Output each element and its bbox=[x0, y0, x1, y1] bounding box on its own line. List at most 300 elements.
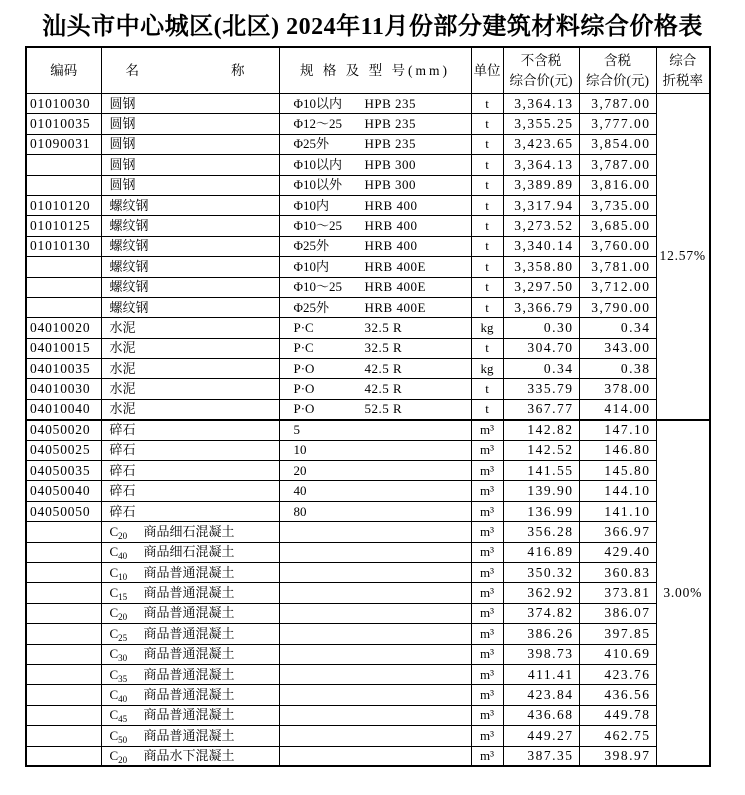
unit-cell: kg bbox=[471, 318, 503, 338]
table-row bbox=[26, 94, 710, 114]
concrete-grade-number: 30 bbox=[118, 653, 128, 664]
spec-cell bbox=[279, 664, 471, 684]
price-excl-tax-cell: 387.35 bbox=[503, 746, 579, 766]
spec-grade: HRB 400E bbox=[364, 279, 426, 295]
unit-cell: m³ bbox=[471, 420, 503, 440]
concrete-grade-letter: C bbox=[109, 605, 119, 621]
table-row bbox=[26, 481, 710, 501]
spec-size: Φ25外 bbox=[293, 136, 330, 152]
price-incl-tax-cell: 3,685.00 bbox=[579, 216, 656, 236]
concrete-grade bbox=[110, 747, 144, 765]
spec-size: 20 bbox=[293, 462, 307, 478]
material-name: 碎石 bbox=[109, 422, 136, 438]
spec-size: Φ10～25 bbox=[293, 218, 343, 234]
spec-cell bbox=[279, 338, 471, 358]
price-incl-tax-cell: 3,712.00 bbox=[579, 277, 656, 297]
name-cell bbox=[101, 624, 279, 644]
table-row bbox=[26, 379, 710, 399]
concrete-grade-number: 15 bbox=[118, 592, 128, 603]
price-incl-tax-cell: 398.97 bbox=[579, 746, 656, 766]
price-excl-tax-cell: 0.34 bbox=[503, 359, 579, 379]
concrete-grade-number: 10 bbox=[118, 571, 128, 582]
code-cell bbox=[26, 175, 101, 195]
price-excl-tax-cell: 3,364.13 bbox=[503, 155, 579, 175]
material-name: 商品普通混凝土 bbox=[143, 687, 235, 703]
material-name: 水泥 bbox=[109, 340, 136, 356]
unit-cell: t bbox=[471, 94, 503, 114]
table-row bbox=[26, 359, 710, 379]
table-row bbox=[26, 583, 710, 603]
price-excl-tax-cell: 139.90 bbox=[503, 481, 579, 501]
material-name: 商品细石混凝土 bbox=[143, 544, 235, 560]
concrete-grade bbox=[110, 564, 144, 582]
price-incl-tax-cell: 414.00 bbox=[579, 399, 656, 419]
spec-cell bbox=[279, 195, 471, 215]
price-excl-tax-cell: 142.52 bbox=[503, 440, 579, 460]
header-name-right: 称 bbox=[231, 62, 245, 78]
unit-cell: m³ bbox=[471, 644, 503, 664]
unit-cell: t bbox=[471, 399, 503, 419]
name-cell bbox=[101, 501, 279, 521]
spec-cell bbox=[279, 440, 471, 460]
concrete-grade-letter: C bbox=[109, 523, 119, 539]
material-name: 商品普通混凝土 bbox=[143, 585, 235, 601]
spec-cell bbox=[279, 379, 471, 399]
name-cell bbox=[101, 134, 279, 154]
price-excl-tax-cell: 416.89 bbox=[503, 542, 579, 562]
name-cell bbox=[101, 155, 279, 175]
unit-cell: t bbox=[471, 134, 503, 154]
concrete-grade bbox=[110, 584, 144, 602]
price-excl-tax-cell: 423.84 bbox=[503, 685, 579, 705]
price-excl-tax-cell: 142.82 bbox=[503, 420, 579, 440]
spec-grade: HPB 300 bbox=[364, 156, 417, 172]
price-incl-tax-cell: 3,854.00 bbox=[579, 134, 656, 154]
spec-grade: HPB 235 bbox=[364, 95, 417, 111]
price-incl-tax-cell: 343.00 bbox=[579, 338, 656, 358]
material-name: 碎石 bbox=[109, 503, 136, 519]
price-excl-tax-cell: 0.30 bbox=[503, 318, 579, 338]
header-price-excl-tax-line1: 不含税 bbox=[520, 52, 562, 68]
name-cell bbox=[101, 420, 279, 440]
concrete-grade-letter: C bbox=[109, 707, 119, 723]
name-cell bbox=[101, 216, 279, 236]
price-excl-tax-cell: 136.99 bbox=[503, 501, 579, 521]
price-excl-tax-cell: 436.68 bbox=[503, 705, 579, 725]
spec-grade: 52.5 R bbox=[364, 401, 403, 417]
name-cell bbox=[101, 359, 279, 379]
concrete-grade bbox=[110, 604, 144, 622]
unit-cell: m³ bbox=[471, 603, 503, 623]
unit-cell: m³ bbox=[471, 746, 503, 766]
price-incl-tax-cell: 3,816.00 bbox=[579, 175, 656, 195]
name-cell bbox=[101, 236, 279, 256]
header-unit: 单位 bbox=[471, 47, 503, 94]
concrete-grade bbox=[110, 645, 144, 663]
material-name: 商品普通混凝土 bbox=[143, 646, 235, 662]
price-incl-tax-cell: 3,790.00 bbox=[579, 297, 656, 317]
name-cell bbox=[101, 664, 279, 684]
unit-cell: m³ bbox=[471, 726, 503, 746]
concrete-grade-letter: C bbox=[109, 747, 119, 763]
header-tax-rate-line2: 折税率 bbox=[662, 72, 703, 88]
price-excl-tax-cell: 3,355.25 bbox=[503, 114, 579, 134]
material-name: 圆钢 bbox=[109, 156, 136, 172]
price-incl-tax-cell: 397.85 bbox=[579, 624, 656, 644]
name-cell bbox=[101, 94, 279, 114]
name-cell bbox=[101, 562, 279, 582]
name-cell bbox=[101, 522, 279, 542]
spec-cell bbox=[279, 277, 471, 297]
unit-cell: m³ bbox=[471, 440, 503, 460]
price-incl-tax-cell: 3,760.00 bbox=[579, 236, 656, 256]
price-excl-tax-cell: 3,358.80 bbox=[503, 257, 579, 277]
table-row bbox=[26, 685, 710, 705]
table-row bbox=[26, 175, 710, 195]
unit-cell: t bbox=[471, 257, 503, 277]
spec-size: Φ10～25 bbox=[293, 279, 343, 295]
code-cell: 04050040 bbox=[26, 481, 101, 501]
material-name: 商品普通混凝土 bbox=[143, 707, 235, 723]
table-row bbox=[26, 399, 710, 419]
name-cell bbox=[101, 726, 279, 746]
header-name-left: 名 bbox=[125, 62, 139, 78]
material-name: 圆钢 bbox=[109, 177, 136, 193]
price-incl-tax-cell: 3,787.00 bbox=[579, 94, 656, 114]
unit-cell: m³ bbox=[471, 664, 503, 684]
name-cell bbox=[101, 379, 279, 399]
price-incl-tax-cell: 144.10 bbox=[579, 481, 656, 501]
price-incl-tax-cell: 429.40 bbox=[579, 542, 656, 562]
concrete-grade-number: 40 bbox=[118, 694, 128, 705]
material-name: 碎石 bbox=[109, 483, 136, 499]
price-excl-tax-cell: 3,297.50 bbox=[503, 277, 579, 297]
material-name: 水泥 bbox=[109, 360, 136, 376]
header-price-excl-tax bbox=[503, 47, 579, 94]
code-cell: 04050035 bbox=[26, 461, 101, 481]
material-name: 水泥 bbox=[109, 381, 136, 397]
price-incl-tax-cell: 146.80 bbox=[579, 440, 656, 460]
concrete-grade-number: 25 bbox=[118, 632, 128, 643]
table-row bbox=[26, 624, 710, 644]
concrete-grade-letter: C bbox=[109, 727, 119, 743]
name-cell bbox=[101, 644, 279, 664]
spec-cell bbox=[279, 155, 471, 175]
header-price-incl-tax-line1: 含税 bbox=[604, 52, 631, 68]
unit-cell: t bbox=[471, 297, 503, 317]
code-cell: 04010020 bbox=[26, 318, 101, 338]
spec-size: P·C bbox=[293, 340, 314, 356]
table-row bbox=[26, 501, 710, 521]
header-tax-rate-line1: 综合 bbox=[669, 52, 697, 68]
tax-rate-cell: 3.00% bbox=[656, 420, 710, 767]
unit-cell: m³ bbox=[471, 685, 503, 705]
concrete-grade-letter: C bbox=[109, 666, 119, 682]
unit-cell: m³ bbox=[471, 624, 503, 644]
material-name: 螺纹钢 bbox=[109, 299, 149, 315]
name-cell bbox=[101, 746, 279, 766]
material-name: 商品普通混凝土 bbox=[143, 625, 235, 641]
price-excl-tax-cell: 362.92 bbox=[503, 583, 579, 603]
price-excl-tax-cell: 3,273.52 bbox=[503, 216, 579, 236]
unit-cell: t bbox=[471, 195, 503, 215]
unit-cell: t bbox=[471, 114, 503, 134]
spec-size: P·C bbox=[293, 319, 314, 335]
price-incl-tax-cell: 360.83 bbox=[579, 562, 656, 582]
table-header bbox=[26, 47, 710, 94]
code-cell bbox=[26, 155, 101, 175]
name-cell bbox=[101, 399, 279, 419]
price-incl-tax-cell: 378.00 bbox=[579, 379, 656, 399]
price-incl-tax-cell: 3,787.00 bbox=[579, 155, 656, 175]
spec-cell bbox=[279, 216, 471, 236]
concrete-grade bbox=[110, 625, 144, 643]
price-excl-tax-cell: 3,317.94 bbox=[503, 195, 579, 215]
concrete-grade-number: 50 bbox=[118, 734, 128, 745]
unit-cell: m³ bbox=[471, 542, 503, 562]
code-cell bbox=[26, 664, 101, 684]
unit-cell: t bbox=[471, 155, 503, 175]
table-row bbox=[26, 562, 710, 582]
spec-grade: HPB 235 bbox=[364, 136, 417, 152]
code-cell bbox=[26, 644, 101, 664]
price-excl-tax-cell: 411.41 bbox=[503, 664, 579, 684]
spec-cell bbox=[279, 624, 471, 644]
code-cell: 04010015 bbox=[26, 338, 101, 358]
spec-cell bbox=[279, 461, 471, 481]
header-price-excl-tax-line2: 综合价(元) bbox=[509, 72, 573, 88]
price-excl-tax-cell: 335.79 bbox=[503, 379, 579, 399]
header-name-label bbox=[102, 61, 279, 81]
spec-size: P·O bbox=[293, 381, 315, 397]
price-excl-tax-cell: 3,366.79 bbox=[503, 297, 579, 317]
spec-size: P·O bbox=[293, 401, 315, 417]
code-cell bbox=[26, 277, 101, 297]
material-name: 螺纹钢 bbox=[109, 197, 149, 213]
code-cell bbox=[26, 583, 101, 603]
price-excl-tax-cell: 304.70 bbox=[503, 338, 579, 358]
name-cell bbox=[101, 297, 279, 317]
spec-size: 80 bbox=[293, 503, 307, 519]
code-cell bbox=[26, 705, 101, 725]
unit-cell: t bbox=[471, 236, 503, 256]
spec-cell bbox=[279, 114, 471, 134]
concrete-grade bbox=[110, 543, 144, 561]
page-title: 汕头市中心城区(北区) 2024年11月份部分建筑材料综合价格表 bbox=[42, 14, 703, 40]
spec-cell bbox=[279, 746, 471, 766]
material-name: 商品水下混凝土 bbox=[143, 747, 235, 763]
concrete-grade-letter: C bbox=[109, 687, 119, 703]
name-cell bbox=[101, 603, 279, 623]
spec-size: Φ10以内 bbox=[293, 95, 343, 111]
name-cell bbox=[101, 195, 279, 215]
code-cell: 01090031 bbox=[26, 134, 101, 154]
price-incl-tax-cell: 141.10 bbox=[579, 501, 656, 521]
material-name: 螺纹钢 bbox=[109, 238, 149, 254]
price-excl-tax-cell: 356.28 bbox=[503, 522, 579, 542]
price-excl-tax-cell: 449.27 bbox=[503, 726, 579, 746]
material-name: 螺纹钢 bbox=[109, 279, 149, 295]
table-row bbox=[26, 440, 710, 460]
table-row bbox=[26, 257, 710, 277]
price-excl-tax-cell: 3,389.89 bbox=[503, 175, 579, 195]
spec-grade: HRB 400E bbox=[364, 299, 426, 315]
unit-cell: m³ bbox=[471, 481, 503, 501]
spec-grade: HRB 400E bbox=[364, 258, 426, 274]
price-incl-tax-cell: 373.81 bbox=[579, 583, 656, 603]
material-name: 螺纹钢 bbox=[109, 258, 149, 274]
table-row bbox=[26, 726, 710, 746]
price-incl-tax-cell: 3,735.00 bbox=[579, 195, 656, 215]
price-excl-tax-cell: 3,423.65 bbox=[503, 134, 579, 154]
code-cell: 04010040 bbox=[26, 399, 101, 419]
concrete-grade-number: 20 bbox=[118, 612, 128, 623]
header-tax-rate bbox=[656, 47, 710, 94]
table-row bbox=[26, 746, 710, 766]
concrete-grade-number: 35 bbox=[118, 673, 128, 684]
table-row bbox=[26, 461, 710, 481]
price-incl-tax-cell: 436.56 bbox=[579, 685, 656, 705]
material-name: 商品普通混凝土 bbox=[143, 727, 235, 743]
name-cell bbox=[101, 685, 279, 705]
spec-cell bbox=[279, 297, 471, 317]
tax-rate-cell: 12.57% bbox=[656, 94, 710, 420]
name-cell bbox=[101, 481, 279, 501]
concrete-grade bbox=[110, 523, 144, 541]
price-incl-tax-cell: 145.80 bbox=[579, 461, 656, 481]
material-name: 圆钢 bbox=[109, 136, 136, 152]
price-excl-tax-cell: 350.32 bbox=[503, 562, 579, 582]
code-cell bbox=[26, 542, 101, 562]
table-row bbox=[26, 277, 710, 297]
table-row bbox=[26, 664, 710, 684]
spec-grade: 42.5 R bbox=[364, 360, 403, 376]
concrete-grade-number: 20 bbox=[118, 530, 128, 541]
spec-cell bbox=[279, 542, 471, 562]
material-name: 商品普通混凝土 bbox=[143, 605, 235, 621]
code-cell: 01010120 bbox=[26, 195, 101, 215]
price-incl-tax-cell: 0.34 bbox=[579, 318, 656, 338]
table-row bbox=[26, 522, 710, 542]
table-row bbox=[26, 216, 710, 236]
price-incl-tax-cell: 3,781.00 bbox=[579, 257, 656, 277]
unit-cell: t bbox=[471, 338, 503, 358]
code-cell bbox=[26, 685, 101, 705]
spec-grade: HRB 400 bbox=[364, 218, 418, 234]
spec-cell bbox=[279, 236, 471, 256]
name-cell bbox=[101, 175, 279, 195]
spec-size: Φ25外 bbox=[293, 238, 330, 254]
unit-cell: t bbox=[471, 216, 503, 236]
code-cell bbox=[26, 603, 101, 623]
material-name: 商品细石混凝土 bbox=[143, 523, 235, 539]
unit-cell: t bbox=[471, 175, 503, 195]
unit-cell: kg bbox=[471, 359, 503, 379]
spec-grade: 32.5 R bbox=[364, 340, 403, 356]
table-row bbox=[26, 705, 710, 725]
spec-cell bbox=[279, 359, 471, 379]
spec-cell bbox=[279, 726, 471, 746]
table-body bbox=[26, 94, 710, 767]
spec-cell bbox=[279, 705, 471, 725]
material-name: 水泥 bbox=[109, 401, 136, 417]
concrete-grade-letter: C bbox=[109, 544, 119, 560]
spec-cell bbox=[279, 257, 471, 277]
concrete-grade-number: 45 bbox=[118, 714, 128, 725]
name-cell bbox=[101, 705, 279, 725]
concrete-grade-number: 20 bbox=[118, 754, 128, 765]
code-cell bbox=[26, 257, 101, 277]
material-name: 碎石 bbox=[109, 462, 136, 478]
spec-cell bbox=[279, 318, 471, 338]
price-excl-tax-cell: 374.82 bbox=[503, 603, 579, 623]
spec-size: Φ10以内 bbox=[293, 156, 343, 172]
spec-cell bbox=[279, 583, 471, 603]
spec-size: Φ25外 bbox=[293, 299, 330, 315]
spec-cell bbox=[279, 685, 471, 705]
price-table bbox=[25, 46, 711, 767]
unit-cell: m³ bbox=[471, 562, 503, 582]
table-row bbox=[26, 542, 710, 562]
code-cell: 01010125 bbox=[26, 216, 101, 236]
spec-size: Φ10内 bbox=[293, 258, 330, 274]
unit-cell: m³ bbox=[471, 583, 503, 603]
spec-cell bbox=[279, 399, 471, 419]
name-cell bbox=[101, 114, 279, 134]
name-cell bbox=[101, 542, 279, 562]
spec-cell bbox=[279, 175, 471, 195]
spec-cell bbox=[279, 94, 471, 114]
table-row bbox=[26, 420, 710, 440]
price-incl-tax-cell: 462.75 bbox=[579, 726, 656, 746]
unit-cell: t bbox=[471, 277, 503, 297]
price-excl-tax-cell: 367.77 bbox=[503, 399, 579, 419]
code-cell bbox=[26, 522, 101, 542]
spec-grade: HRB 400 bbox=[364, 238, 418, 254]
name-cell bbox=[101, 461, 279, 481]
concrete-grade-letter: C bbox=[109, 625, 119, 641]
header-row bbox=[26, 47, 710, 94]
spec-cell bbox=[279, 603, 471, 623]
spec-size: 5 bbox=[293, 422, 300, 438]
concrete-grade-number: 40 bbox=[118, 551, 128, 562]
price-incl-tax-cell: 386.07 bbox=[579, 603, 656, 623]
name-cell bbox=[101, 318, 279, 338]
spec-size: Φ10内 bbox=[293, 197, 330, 213]
spec-cell bbox=[279, 501, 471, 521]
code-cell: 04050025 bbox=[26, 440, 101, 460]
price-excl-tax-cell: 141.55 bbox=[503, 461, 579, 481]
concrete-grade-letter: C bbox=[109, 585, 119, 601]
spec-cell bbox=[279, 134, 471, 154]
price-incl-tax-cell: 3,777.00 bbox=[579, 114, 656, 134]
price-incl-tax-cell: 449.78 bbox=[579, 705, 656, 725]
code-cell bbox=[26, 746, 101, 766]
header-code: 编码 bbox=[26, 47, 101, 94]
table-row bbox=[26, 155, 710, 175]
spec-grade: HRB 400 bbox=[364, 197, 418, 213]
spec-cell bbox=[279, 481, 471, 501]
concrete-grade bbox=[110, 666, 144, 684]
price-excl-tax-cell: 3,364.13 bbox=[503, 94, 579, 114]
concrete-grade bbox=[110, 706, 144, 724]
unit-cell: m³ bbox=[471, 461, 503, 481]
spec-cell bbox=[279, 522, 471, 542]
code-cell: 01010030 bbox=[26, 94, 101, 114]
code-cell bbox=[26, 297, 101, 317]
material-name: 螺纹钢 bbox=[109, 218, 149, 234]
code-cell: 04010030 bbox=[26, 379, 101, 399]
